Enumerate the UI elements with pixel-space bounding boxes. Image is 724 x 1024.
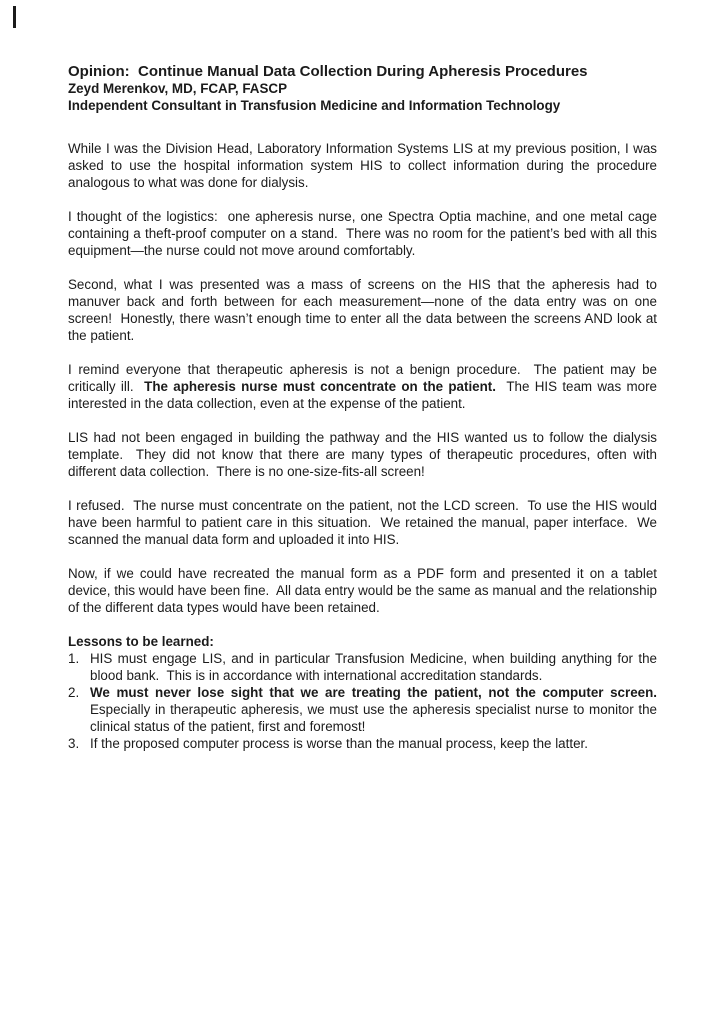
body-paragraph-1: While I was the Division Head, Laboratory Information Systems LIS at my previous position, I was asked to use the hospital information system HIS to collect information during the procedure analogous to what was done for dialysis. <box>68 141 661 190</box>
scan-artifact-mark <box>13 6 16 28</box>
lessons-list <box>68 650 661 752</box>
lesson-text-3: If the proposed computer process is worse than the manual process, keep the latter. <box>90 736 588 751</box>
lesson-item-1 <box>68 650 661 684</box>
body-paragraph-6: I refused. The nurse must concentrate on the patient, not the LCD screen. To use the HIS would have been harmful to patient care in this situation. We retained the manual, paper interface. We scanned the manual data form and uploaded it into HIS. <box>68 498 661 547</box>
lesson-text-2: We must never lose sight that we are treating the patient, not the computer screen. Especially in therapeutic apheresis, we must use the apheresis specialist nurse to monitor the clinical status of the patient, first and foremost! <box>90 685 661 734</box>
lessons-heading: Lessons to be learned: <box>68 634 214 649</box>
body-paragraph-4: I remind everyone that therapeutic apheresis is not a benign procedure. The patient may be critically ill. The apheresis nurse must concentrate on the patient. The HIS team was more interested in the data collection, even at the expense of the patient. <box>68 362 661 411</box>
body-paragraph-5: LIS had not been engaged in building the pathway and the HIS wanted us to follow the dialysis template. They did not know that there are many types of therapeutic procedures, often with different data collection. There is no one-size-fits-all screen! <box>68 430 661 479</box>
body-paragraph-7: Now, if we could have recreated the manual form as a PDF form and presented it on a tablet device, this would have been fine. All data entry would be the same as manual and the relationship of the different data types would have been retained. <box>68 566 661 615</box>
lesson-number-1: 1. <box>68 651 80 666</box>
lesson-text-1: HIS must engage LIS, and in particular Transfusion Medicine, when building anything for the blood bank. This is in accordance with international accreditation standards. <box>90 651 661 683</box>
affiliation-line: Independent Consultant in Transfusion Medicine and Information Technology <box>68 98 561 113</box>
body-paragraph-3: Second, what I was presented was a mass of screens on the HIS that the apheresis had to manuver back and forth between for each measurement—none of the data entry was on one screen! Honestly, there wasn’t enough time to enter all the data between the screens AND look at the patient. <box>68 277 661 343</box>
document-content <box>68 63 661 752</box>
lesson-item-2 <box>68 684 661 735</box>
author-line: Zeyd Merenkov, MD, FCAP, FASCP <box>68 81 288 96</box>
body-paragraph-2: I thought of the logistics: one apheresis nurse, one Spectra Optia machine, and one metal cage containing a theft-proof computer on a stand. There was no room for the patient’s bed with all this equipment—the nurse could not move around comfortably. <box>68 209 661 258</box>
lesson-number-3: 3. <box>68 736 80 751</box>
document-title: Opinion: Continue Manual Data Collection During Apheresis Procedures <box>68 63 588 80</box>
lesson-number-2: 2. <box>68 685 80 700</box>
lesson-item-3 <box>68 735 657 752</box>
